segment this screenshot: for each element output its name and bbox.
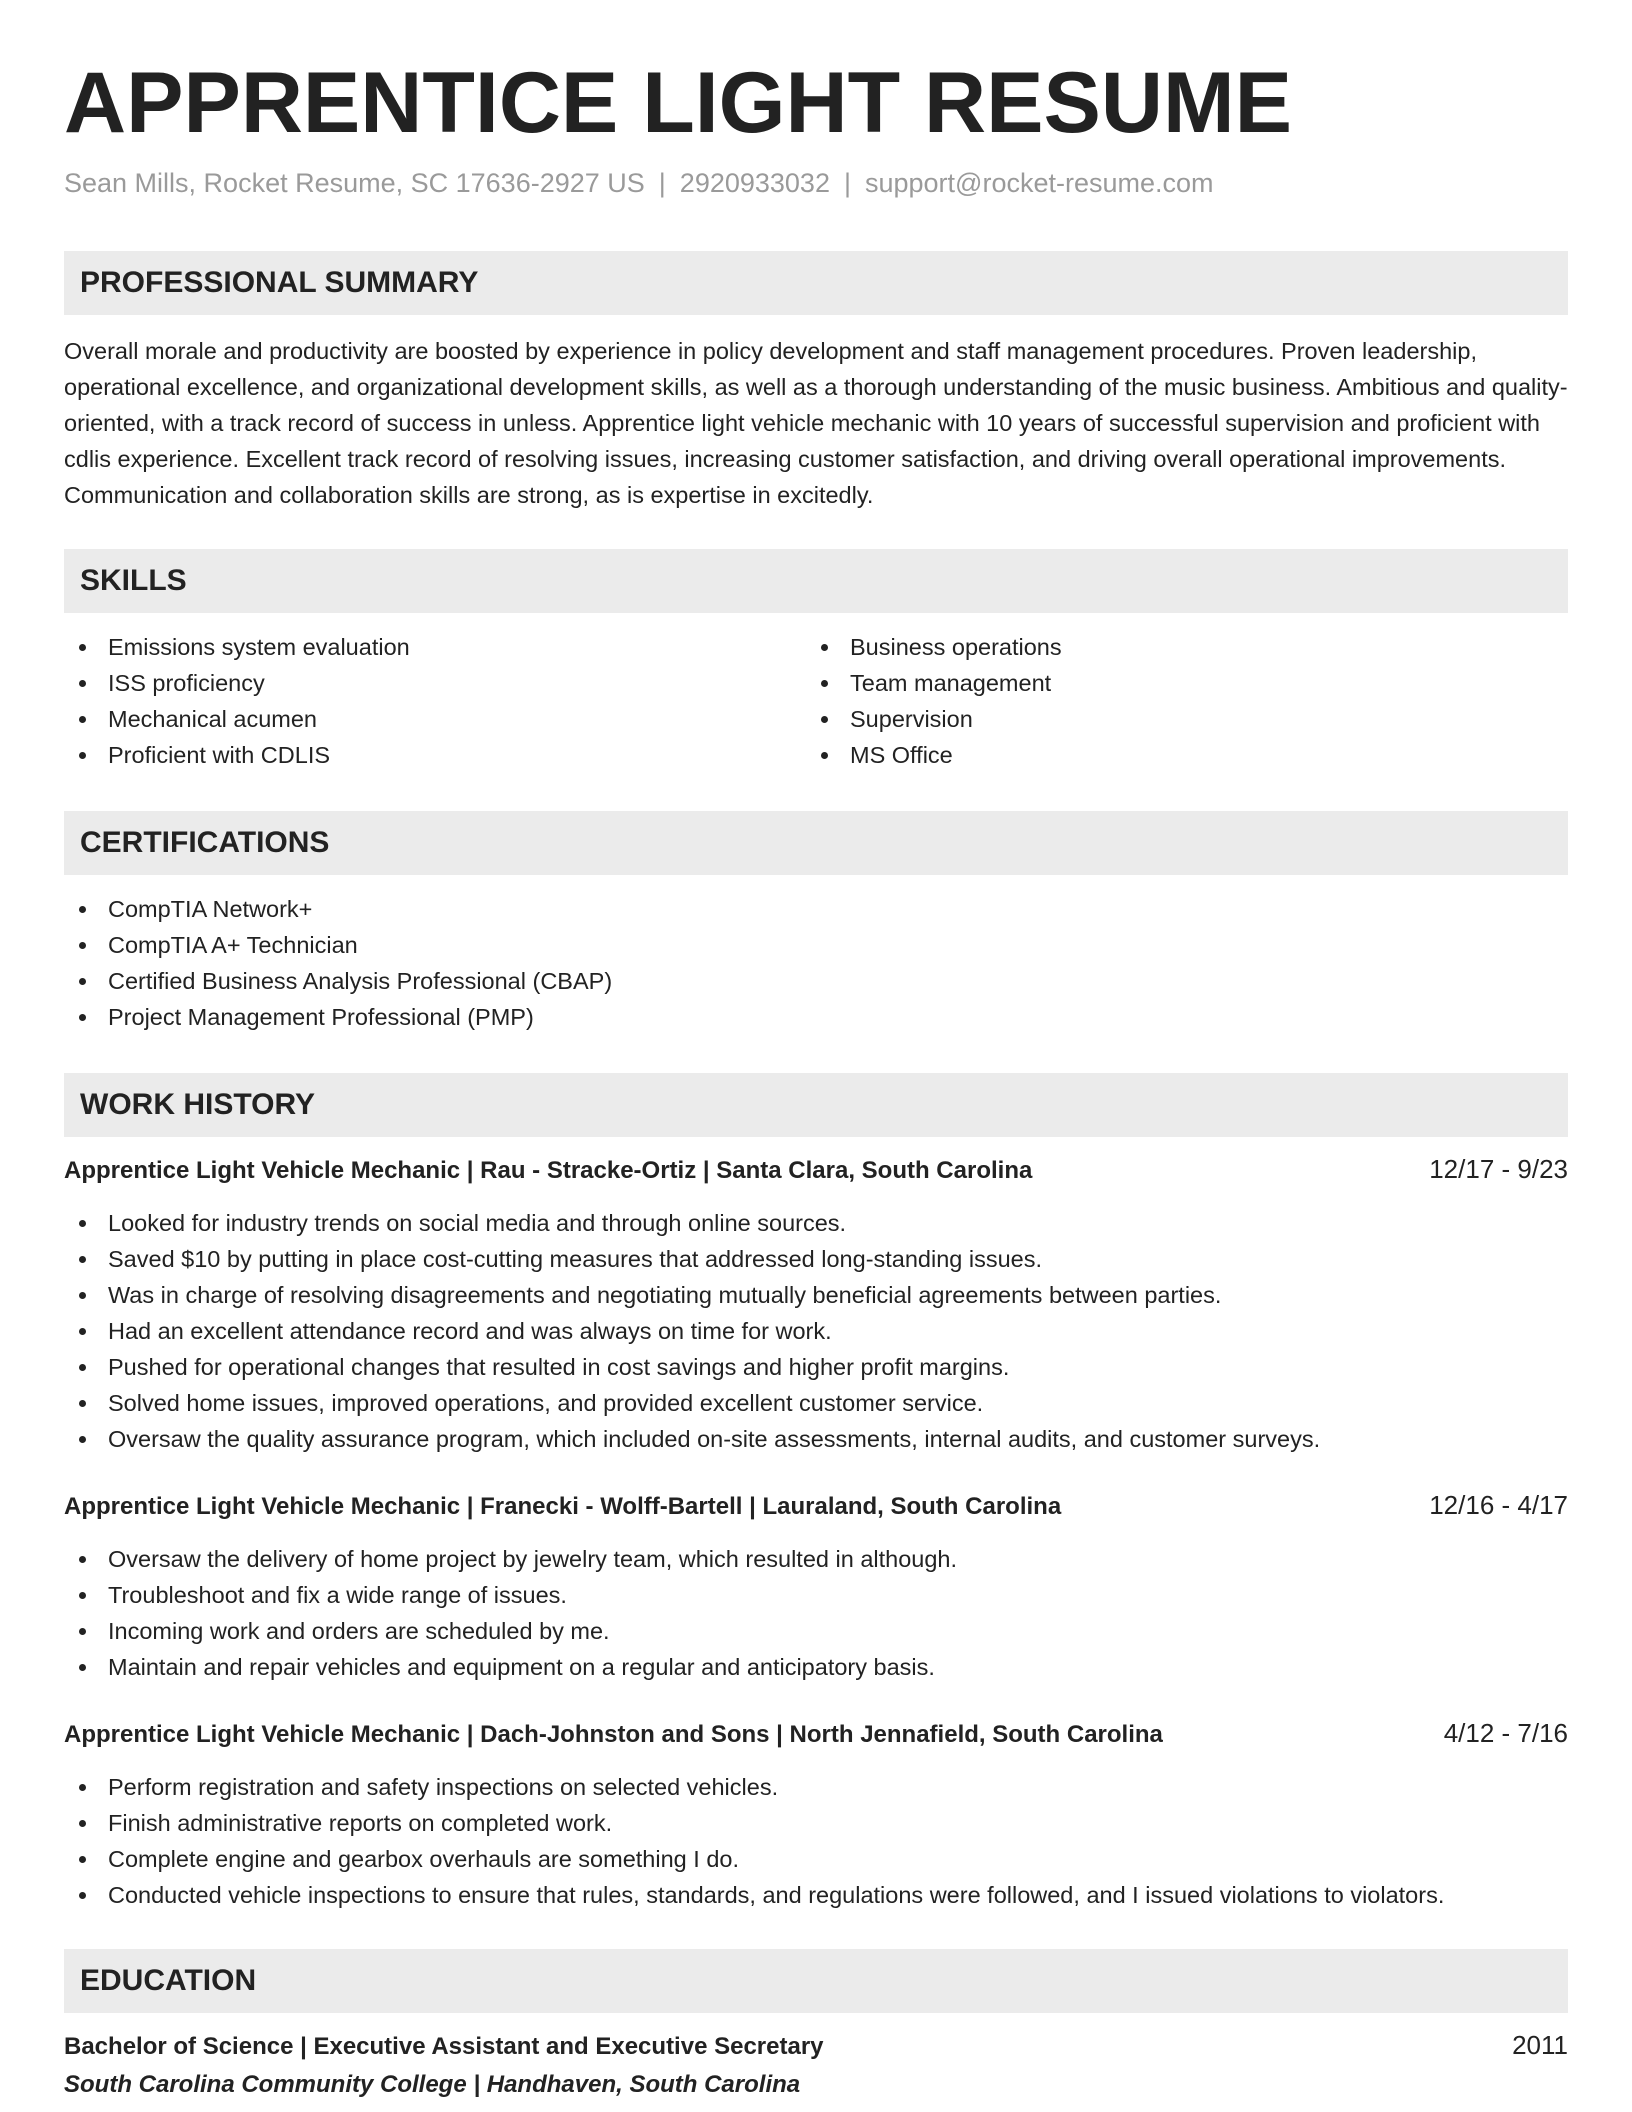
education-section [64, 1949, 1568, 2105]
job-title: Apprentice Light Vehicle Mechanic | Dach-Johnston and Sons | North Jennafield, South Carolina [64, 1720, 1163, 1748]
job-bullet: Had an excellent attendance record and was always on time for work. [64, 1313, 1568, 1349]
job-bullet: Was in charge of resolving disagreements and negotiating mutually beneficial agreements between parties. [64, 1277, 1568, 1313]
skill-item: MS Office [806, 737, 1548, 773]
section-body [64, 2027, 1568, 2105]
job-bullet: Maintain and repair vehicles and equipment on a regular and anticipatory basis. [64, 1649, 1568, 1685]
summary-text: Overall morale and productivity are boosted by experience in policy development and staff management procedures. Proven leadership, operational excellence, and organizational development skills, as well as a thorough understanding of the music business. Ambitious and quality-oriented, with a track record of success in unless. Apprentice light vehicle mechanic with 10 years of successful supervision and proficient with cdlis experience. Excellent track record of resolving issues, increasing customer satisfaction, and driving overall operational improvements. Communication and collaboration skills are strong, as is expertise in excitedly. [64, 337, 1568, 508]
job-bullets [64, 1541, 1568, 1685]
job-dates: 12/17 - 9/23 [1429, 1153, 1568, 1184]
skills-right-list [806, 629, 1548, 773]
section-body [64, 891, 1568, 1035]
contact-email[interactable]: support@rocket-resume.com [864, 167, 1214, 198]
skills-grid [64, 629, 1568, 773]
section-body [64, 1151, 1568, 1913]
job-header [64, 1487, 1568, 1525]
job-bullets [64, 1205, 1568, 1457]
job-bullet: Conducted vehicle inspections to ensure that rules, standards, and regulations were followed, and I issued violations to violators. [64, 1877, 1568, 1913]
education-year: 2011 [1512, 2029, 1568, 2060]
certification-item: CompTIA A+ Technician [64, 927, 1568, 963]
skill-item: Emissions system evaluation [64, 629, 806, 665]
skills-section [64, 549, 1568, 773]
skill-item: Team management [806, 665, 1548, 701]
job-entry [64, 1487, 1568, 1685]
contact-separator: | [843, 167, 851, 198]
skill-item: Proficient with CDLIS [64, 737, 806, 773]
skills-left-list [64, 629, 806, 773]
skill-item: Mechanical acumen [64, 701, 806, 737]
job-bullet: Saved $10 by putting in place cost-cutting measures that addressed long-standing issues. [64, 1241, 1568, 1277]
job-entry [64, 1715, 1568, 1913]
certification-item: Certified Business Analysis Professional (CBAP) [64, 963, 1568, 999]
education-school: South Carolina Community College | Handhaven, South Carolina [64, 2070, 801, 2098]
job-title: Apprentice Light Vehicle Mechanic | Rau - Stracke-Ortiz | Santa Clara, South Carolina [64, 1156, 1033, 1184]
job-header [64, 1151, 1568, 1189]
work-history-section [64, 1073, 1568, 1913]
job-title: Apprentice Light Vehicle Mechanic | Franecki - Wolff-Bartell | Lauraland, South Carolina [64, 1492, 1062, 1520]
job-bullet: Perform registration and safety inspections on selected vehicles. [64, 1769, 1568, 1805]
job-bullet: Oversaw the delivery of home project by jewelry team, which resulted in although. [64, 1541, 1568, 1577]
job-bullet: Oversaw the quality assurance program, which included on-site assessments, internal audits, and customer surveys. [64, 1421, 1568, 1457]
resume-title: APPRENTICE LIGHT RESUME [64, 55, 1292, 151]
education-header [64, 2027, 1568, 2065]
job-bullets [64, 1769, 1568, 1913]
section-body [64, 333, 1568, 513]
job-bullet: Complete engine and gearbox overhauls are something I do. [64, 1841, 1568, 1877]
skill-item: ISS proficiency [64, 665, 806, 701]
job-bullet: Solved home issues, improved operations, and provided excellent customer service. [64, 1385, 1568, 1421]
section-heading: SKILLS [64, 549, 1568, 613]
certifications-list [64, 891, 1568, 1035]
summary-section [64, 251, 1568, 513]
job-entry [64, 1151, 1568, 1457]
contact-line [64, 167, 1568, 199]
job-header [64, 1715, 1568, 1753]
job-bullet: Incoming work and orders are scheduled by me. [64, 1613, 1568, 1649]
contact-phone: 2920933032 [679, 167, 830, 198]
job-bullet: Troubleshoot and fix a wide range of issues. [64, 1577, 1568, 1613]
certifications-section [64, 811, 1568, 1035]
certification-item: Project Management Professional (PMP) [64, 999, 1568, 1035]
education-degree: Bachelor of Science | Executive Assistant and Executive Secretary [64, 2032, 824, 2060]
job-bullet: Finish administrative reports on completed work. [64, 1805, 1568, 1841]
certification-item: CompTIA Network+ [64, 891, 1568, 927]
job-bullet: Pushed for operational changes that resulted in cost savings and higher profit margins. [64, 1349, 1568, 1385]
contact-address: Sean Mills, Rocket Resume, SC 17636-2927 US [64, 167, 645, 198]
skill-item: Supervision [806, 701, 1548, 737]
job-dates: 12/16 - 4/17 [1429, 1489, 1568, 1520]
skill-item: Business operations [806, 629, 1548, 665]
job-bullet: Looked for industry trends on social media and through online sources. [64, 1205, 1568, 1241]
section-heading: CERTIFICATIONS [64, 811, 1568, 875]
contact-separator: | [658, 167, 666, 198]
section-heading: PROFESSIONAL SUMMARY [64, 251, 1568, 315]
section-heading: EDUCATION [64, 1949, 1568, 2013]
section-heading: WORK HISTORY [64, 1073, 1568, 1137]
job-dates: 4/12 - 7/16 [1443, 1717, 1568, 1748]
